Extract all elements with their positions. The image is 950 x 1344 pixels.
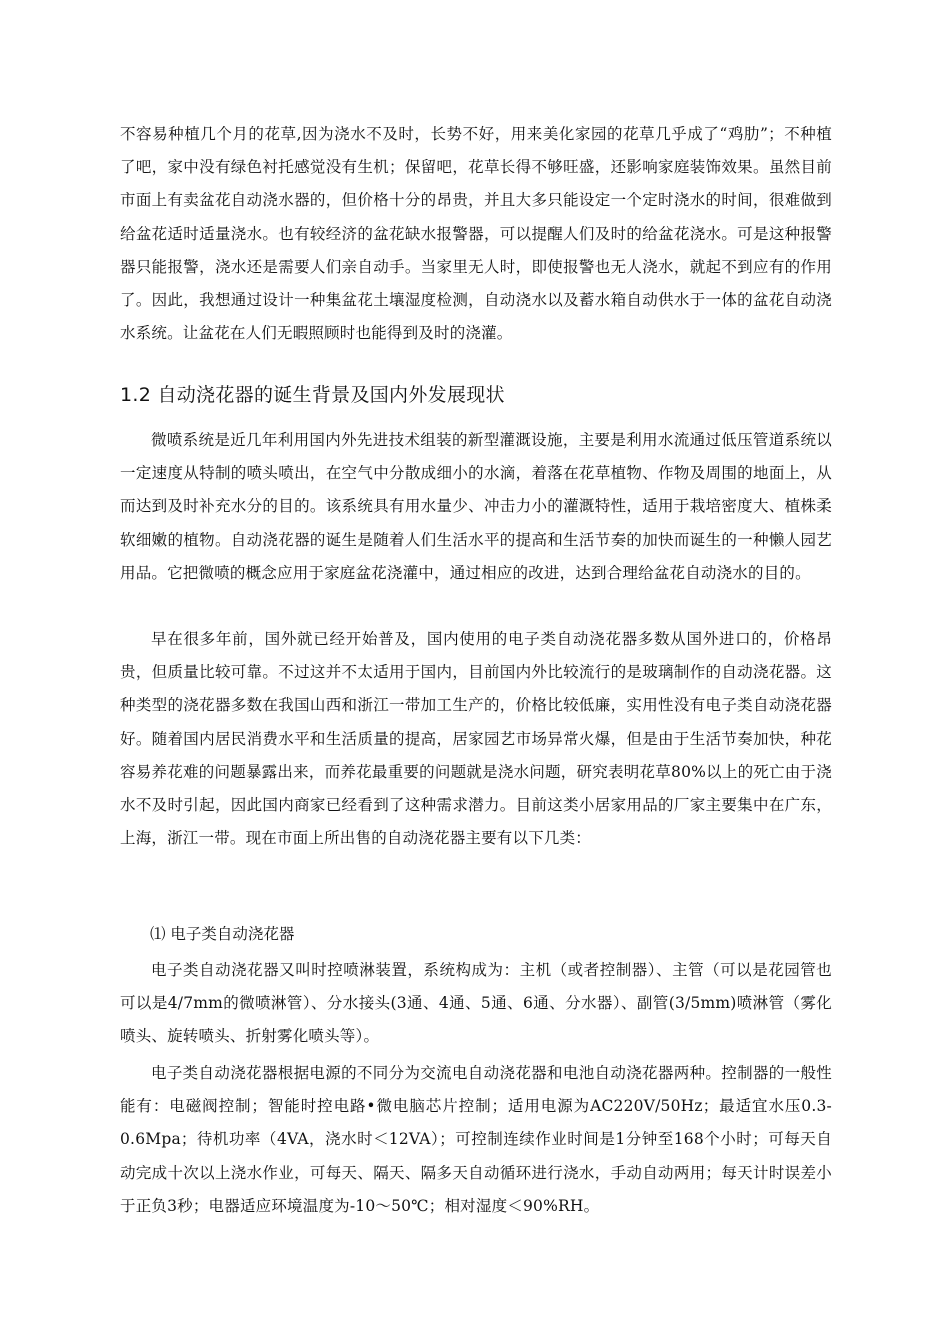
item1-power-paragraph: 电子类自动浇花器根据电源的不同分为交流电自动浇花器和电池自动浇花器两种。控制器的一般性能有：电磁阀控制；智能时控电路•微电脑芯片控制；适用电源为AC220V/50Hz；最适宜水压0.3-0.6Mpa；待机功率（4VA，浇水时＜12VA）；可控制连续作业时间是1分钟至168个小时；可每天自动完成十次以上浇水作业，可每天、隔天、隔多天自动循环进行浇水，手动自动两用；每天计时误差小于正负3秒；电器适应环境温度为-10～50℃；相对湿度＜90%RH。 [120, 1064, 832, 1215]
section-heading: 1.2 自动浇花器的诞生背景及国内外发展现状 [120, 384, 505, 406]
item1-description-paragraph: 电子类自动浇花器又叫时控喷淋装置，系统构成为：主机（或者控制器）、主管（可以是花园管也可以是4/7mm的微喷淋管）、分水接头(3通、4通、5通、6通、分水器）、副管(3/5mm)喷淋管（雾化喷头、旋转喷头、折射雾化喷头等）。 [120, 961, 832, 1046]
micro-spray-paragraph: 微喷系统是近几年利用国内外先进技术组装的新型灌溉设施，主要是利用水流通过低压管道系统以一定速度从特制的喷头喷出，在空气中分散成细小的水滴，着落在花草植物、作物及周围的地面上，从而达到及时补充水分的目的。该系统具有用水量少、冲击力小的灌溉特性，适用于栽培密度大、植株柔软细嫩的植物。自动浇花器的诞生是随着人们生活水平的提高和生活节奏的加快而诞生的一种懒人园艺用品。它把微喷的概念应用于家庭盆花浇灌中，通过相应的改进，达到合理给盆花自动浇水的目的。 [120, 431, 832, 582]
history-paragraph: 早在很多年前，国外就已经开始普及，国内使用的电子类自动浇花器多数从国外进口的，价格昂贵，但质量比较可靠。不过这并不太适用于国内，目前国内外比较流行的是玻璃制作的自动浇花器。这种类型的浇花器多数在我国山西和浙江一带加工生产的，价格比较低廉，实用性没有电子类自动浇花器好。随着国内居民消费水平和生活质量的提高，居家园艺市场异常火爆，但是由于生活节奏加快，种花容易养花难的问题暴露出来，而养花最重要的问题就是浇水问题，研究表明花草80%以上的死亡由于浇水不及时引起，因此国内商家已经看到了这种需求潜力。目前这类小居家用品的厂家主要集中在广东，上海，浙江一带。现在市面上所出售的自动浇花器主要有以下几类： [120, 630, 832, 848]
intro-paragraph: 不容易种植几个月的花草,因为浇水不及时，长势不好，用来美化家园的花草几乎成了“鸡肋”；不种植了吧，家中没有绿色衬托感觉没有生机；保留吧，花草长得不够旺盛，还影响家庭装饰效果。虽然目前市面上有卖盆花自动浇水器的，但价格十分的昂贵，并且大多只能设定一个定时浇水的时间，很难做到给盆花适时适量浇水。也有较经济的盆花缺水报警器，可以提醒人们及时的给盆花浇水。可是这种报警器只能报警，浇水还是需要人们亲自动手。当家里无人时，即使报警也无人浇水，就起不到应有的作用了。因此，我想通过设计一种集盆花土壤湿度检测，自动浇水以及蓄水箱自动供水于一体的盆花自动浇水系统。让盆花在人们无暇照顾时也能得到及时的浇灌。 [120, 125, 832, 343]
item1-heading: ⑴ 电子类自动浇花器 [150, 925, 295, 943]
